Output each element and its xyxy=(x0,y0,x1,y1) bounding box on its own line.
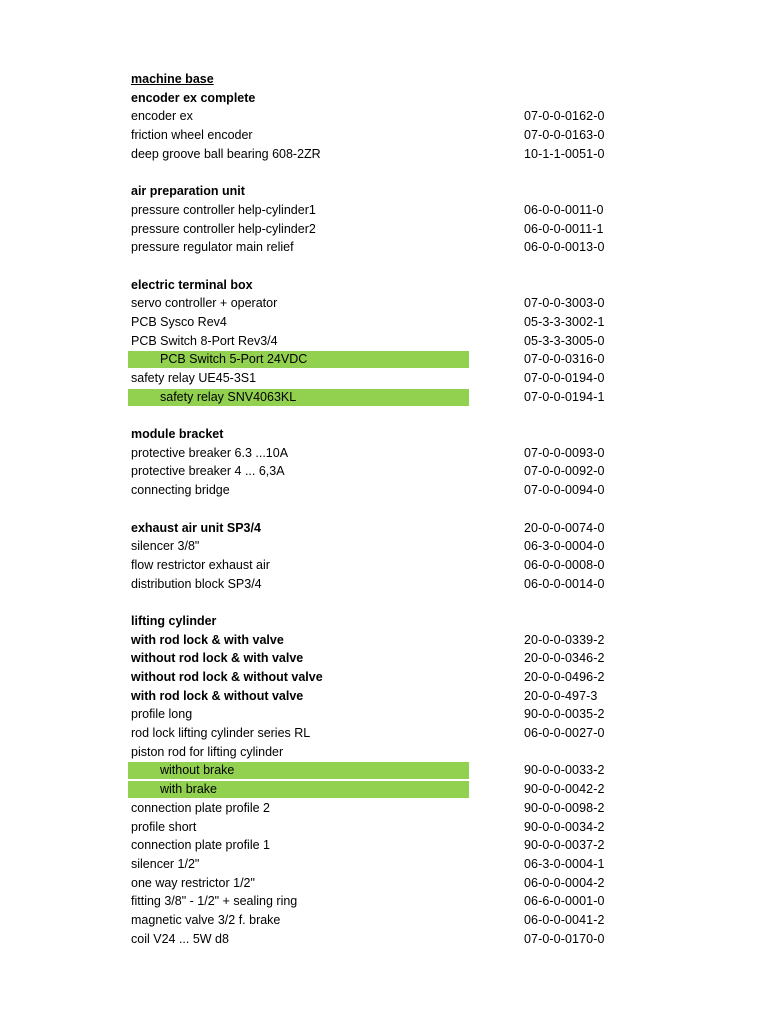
part-name: servo controller + operator xyxy=(131,296,278,311)
part-row xyxy=(0,425,768,444)
part-row xyxy=(0,70,768,89)
part-row xyxy=(0,930,768,949)
part-name: distribution block SP3/4 xyxy=(131,576,262,591)
part-row xyxy=(0,201,768,220)
part-name: air preparation unit xyxy=(131,184,245,199)
parts-list xyxy=(0,70,768,948)
part-row xyxy=(0,89,768,108)
part-name: fitting 3/8" - 1/2" + sealing ring xyxy=(131,894,298,909)
part-number: 06-6-0-0001-0 xyxy=(524,894,605,909)
part-row xyxy=(0,631,768,650)
part-name: lifting cylinder xyxy=(131,613,217,628)
part-row xyxy=(0,612,768,631)
part-row xyxy=(0,818,768,837)
part-row xyxy=(0,780,768,799)
part-row xyxy=(0,649,768,668)
spacer-row xyxy=(0,163,768,182)
part-name: without brake xyxy=(160,763,235,778)
part-row xyxy=(0,276,768,295)
part-name: friction wheel encoder xyxy=(131,128,253,143)
part-name: machine base xyxy=(131,72,214,86)
part-name: without rod lock & with valve xyxy=(131,651,304,666)
part-number: 10-1-1-0051-0 xyxy=(524,146,605,161)
part-row xyxy=(0,575,768,594)
part-row xyxy=(0,724,768,743)
part-number: 07-0-0-0316-0 xyxy=(524,352,605,367)
part-row xyxy=(0,332,768,351)
part-name: pressure regulator main relief xyxy=(131,240,294,255)
part-row xyxy=(0,294,768,313)
part-name: deep groove ball bearing 608-2ZR xyxy=(131,146,321,161)
part-row xyxy=(0,855,768,874)
part-number: 07-0-0-0162-0 xyxy=(524,109,605,124)
part-row xyxy=(0,743,768,762)
part-name: coil V24 ... 5W d8 xyxy=(131,931,229,946)
part-number: 06-0-0-0011-0 xyxy=(524,202,604,217)
part-number: 07-0-0-0170-0 xyxy=(524,931,605,946)
part-number: 07-0-0-0094-0 xyxy=(524,483,605,498)
part-name: magnetic valve 3/2 f. brake xyxy=(131,912,281,927)
part-name: piston rod for lifting cylinder xyxy=(131,744,284,759)
part-row xyxy=(0,369,768,388)
part-row xyxy=(0,687,768,706)
part-number: 06-0-0-0013-0 xyxy=(524,240,605,255)
part-row xyxy=(0,388,768,407)
part-number: 06-0-0-0004-2 xyxy=(524,875,605,890)
part-name: profile long xyxy=(131,707,193,722)
part-number: 90-0-0-0037-2 xyxy=(524,838,605,853)
part-row xyxy=(0,799,768,818)
part-name: connecting bridge xyxy=(131,483,230,498)
part-name: one way restrictor 1/2" xyxy=(131,875,255,890)
part-number: 20-0-0-497-3 xyxy=(524,688,598,703)
part-number: 90-0-0-0035-2 xyxy=(524,707,605,722)
part-name: silencer 1/2" xyxy=(131,856,200,871)
part-name: silencer 3/8" xyxy=(131,539,200,554)
part-number: 05-3-3-3005-0 xyxy=(524,333,605,348)
part-name: PCB Sysco Rev4 xyxy=(131,314,227,329)
part-row xyxy=(0,537,768,556)
part-row xyxy=(0,556,768,575)
part-row xyxy=(0,836,768,855)
part-number: 06-0-0-0027-0 xyxy=(524,726,605,741)
part-row xyxy=(0,107,768,126)
part-name: PCB Switch 5-Port 24VDC xyxy=(160,352,308,367)
part-number: 06-0-0-0011-1 xyxy=(524,221,604,236)
part-number: 06-0-0-0041-2 xyxy=(524,912,605,927)
part-name: connection plate profile 1 xyxy=(131,838,270,853)
part-name: profile short xyxy=(131,819,197,834)
part-number: 07-0-0-0163-0 xyxy=(524,128,605,143)
part-row xyxy=(0,892,768,911)
part-number: 06-0-0-0014-0 xyxy=(524,576,605,591)
part-number: 07-0-0-0194-1 xyxy=(524,389,605,404)
spacer-row xyxy=(0,593,768,612)
part-name: with rod lock & with valve xyxy=(131,632,284,647)
part-name: with rod lock & without valve xyxy=(131,688,304,703)
part-row xyxy=(0,705,768,724)
part-row xyxy=(0,462,768,481)
part-name: flow restrictor exhaust air xyxy=(131,557,270,572)
part-number: 07-0-0-0194-0 xyxy=(524,371,605,385)
part-row xyxy=(0,182,768,201)
part-number: 05-3-3-3002-1 xyxy=(524,314,605,329)
part-name: PCB Switch 8-Port Rev3/4 xyxy=(131,333,278,348)
part-number: 07-0-0-0092-0 xyxy=(524,464,605,479)
part-name: exhaust air unit SP3/4 xyxy=(131,520,261,535)
part-name: safety relay UE45-3S1 xyxy=(131,371,257,385)
part-row xyxy=(0,761,768,780)
part-number: 20-0-0-0074-0 xyxy=(524,520,605,535)
part-name: protective breaker 6.3 ...10A xyxy=(131,445,289,460)
part-row xyxy=(0,911,768,930)
part-row xyxy=(0,238,768,257)
part-number: 07-0-0-3003-0 xyxy=(524,296,605,311)
part-row xyxy=(0,444,768,463)
part-name: without rod lock & without valve xyxy=(131,670,323,684)
spacer-row xyxy=(0,406,768,425)
part-number: 06-3-0-0004-0 xyxy=(524,539,605,554)
spacer-row xyxy=(0,257,768,276)
part-row xyxy=(0,668,768,687)
part-number: 90-0-0-0098-2 xyxy=(524,800,605,815)
part-number: 06-3-0-0004-1 xyxy=(524,856,605,871)
part-row xyxy=(0,220,768,239)
part-name: with brake xyxy=(160,782,217,797)
part-row xyxy=(0,350,768,369)
part-number: 07-0-0-0093-0 xyxy=(524,445,605,460)
part-row xyxy=(0,481,768,500)
part-number: 20-0-0-0339-2 xyxy=(524,632,605,647)
part-number: 20-0-0-0496-2 xyxy=(524,670,605,684)
part-row xyxy=(0,313,768,332)
part-row xyxy=(0,126,768,145)
part-number: 90-0-0-0033-2 xyxy=(524,763,605,778)
spacer-row xyxy=(0,500,768,519)
part-row xyxy=(0,874,768,893)
part-name: module bracket xyxy=(131,427,224,442)
part-row xyxy=(0,145,768,164)
part-name: pressure controller help-cylinder2 xyxy=(131,221,316,236)
part-number: 20-0-0-0346-2 xyxy=(524,651,605,666)
part-name: pressure controller help-cylinder1 xyxy=(131,202,316,217)
part-name: encoder ex xyxy=(131,109,193,124)
part-name: electric terminal box xyxy=(131,277,253,292)
part-number: 90-0-0-0042-2 xyxy=(524,782,605,797)
part-number: 06-0-0-0008-0 xyxy=(524,557,605,572)
part-row xyxy=(0,519,768,538)
part-name: connection plate profile 2 xyxy=(131,800,270,815)
part-name: rod lock lifting cylinder series RL xyxy=(131,726,311,741)
part-number: 90-0-0-0034-2 xyxy=(524,819,605,834)
part-name: protective breaker 4 ... 6,3A xyxy=(131,464,285,479)
part-name: safety relay SNV4063KL xyxy=(160,389,297,404)
part-name: encoder ex complete xyxy=(131,90,256,105)
